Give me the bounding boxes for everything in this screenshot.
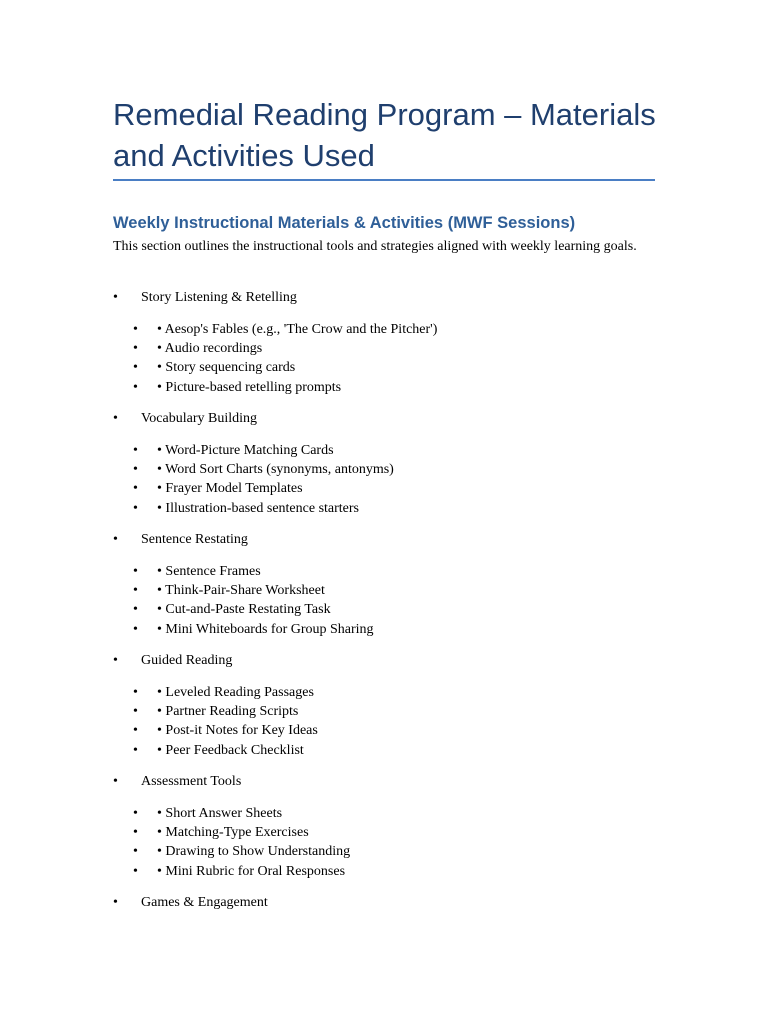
bullet-icon: • <box>113 653 118 668</box>
section-heading: Weekly Instructional Materials & Activities (MWF Sessions) <box>113 214 576 232</box>
list-item-label: Assessment Tools <box>141 774 242 789</box>
sub-list-item-label: • Story sequencing cards <box>157 360 296 376</box>
bullet-icon: • <box>113 532 118 547</box>
bullet-icon: • <box>133 704 138 720</box>
bullet-icon: • <box>133 844 138 860</box>
sub-list-item-label: • Peer Feedback Checklist <box>157 742 304 758</box>
bullet-icon: • <box>133 583 138 599</box>
sub-list-item-label: • Short Answer Sheets <box>157 806 283 821</box>
bullet-icon: • <box>133 742 138 758</box>
bullet-icon: • <box>133 379 138 395</box>
list-item-label: Guided Reading <box>141 653 233 668</box>
bullet-icon: • <box>133 621 138 637</box>
sub-list-item-label: • Aesop's Fables (e.g., 'The Crow and the Pitcher') <box>157 322 438 337</box>
sub-list-item-label: • Illustration-based sentence starters <box>157 500 359 516</box>
bullet-icon: • <box>133 602 138 618</box>
sub-list-item-label: • Drawing to Show Understanding <box>157 844 351 860</box>
sub-list-item-label: • Think-Pair-Share Worksheet <box>157 583 325 599</box>
bullet-icon: • <box>133 500 138 516</box>
bullet-icon: • <box>133 360 138 376</box>
bullet-icon: • <box>133 806 138 821</box>
section-intro: This section outlines the instructional tools and strategies aligned with weekly learning goals. <box>113 239 637 254</box>
sub-list-item-label: • Audio recordings <box>157 341 263 357</box>
list-item-label: Sentence Restating <box>141 532 248 547</box>
page-title: Remedial Reading Program – Materials and Activities Used <box>113 97 656 173</box>
sub-list-item-label: • Cut-and-Paste Restating Task <box>157 602 331 618</box>
list-item-label: Vocabulary Building <box>141 411 258 426</box>
bullet-icon: • <box>113 895 118 910</box>
bullet-icon: • <box>133 443 138 458</box>
sub-list-item-label: • Mini Rubric for Oral Responses <box>157 863 346 879</box>
bullet-icon: • <box>133 723 138 739</box>
sub-list-item-label: • Word-Picture Matching Cards <box>157 443 334 458</box>
bullet-icon: • <box>133 481 138 497</box>
sub-list-item-label: • Partner Reading Scripts <box>157 704 299 720</box>
bullet-icon: • <box>113 411 118 426</box>
bullet-icon: • <box>133 322 138 337</box>
bullet-icon: • <box>133 825 138 841</box>
sub-list-item-label: • Frayer Model Templates <box>157 481 303 497</box>
list-item-label: Story Listening & Retelling <box>141 290 297 305</box>
bullet-icon: • <box>133 685 138 700</box>
bullet-icon: • <box>133 863 138 879</box>
sub-list-item-label: • Mini Whiteboards for Group Sharing <box>157 621 374 637</box>
bullet-icon: • <box>133 462 138 478</box>
sub-list-item-label: • Leveled Reading Passages <box>157 685 314 700</box>
bullet-icon: • <box>133 564 138 579</box>
sub-list-item-label: • Word Sort Charts (synonyms, antonyms) <box>157 462 394 478</box>
sub-list-item-label: • Post-it Notes for Key Ideas <box>157 723 318 739</box>
sub-list-item-label: • Sentence Frames <box>157 564 261 579</box>
list-item-label: Games & Engagement <box>141 895 268 910</box>
sub-list-item-label: • Matching-Type Exercises <box>157 825 309 841</box>
bullet-icon: • <box>113 774 118 789</box>
bullet-icon: • <box>113 290 118 305</box>
bullet-icon: • <box>133 341 138 357</box>
title-divider <box>113 179 655 181</box>
sub-list-item-label: • Picture-based retelling prompts <box>157 379 342 395</box>
